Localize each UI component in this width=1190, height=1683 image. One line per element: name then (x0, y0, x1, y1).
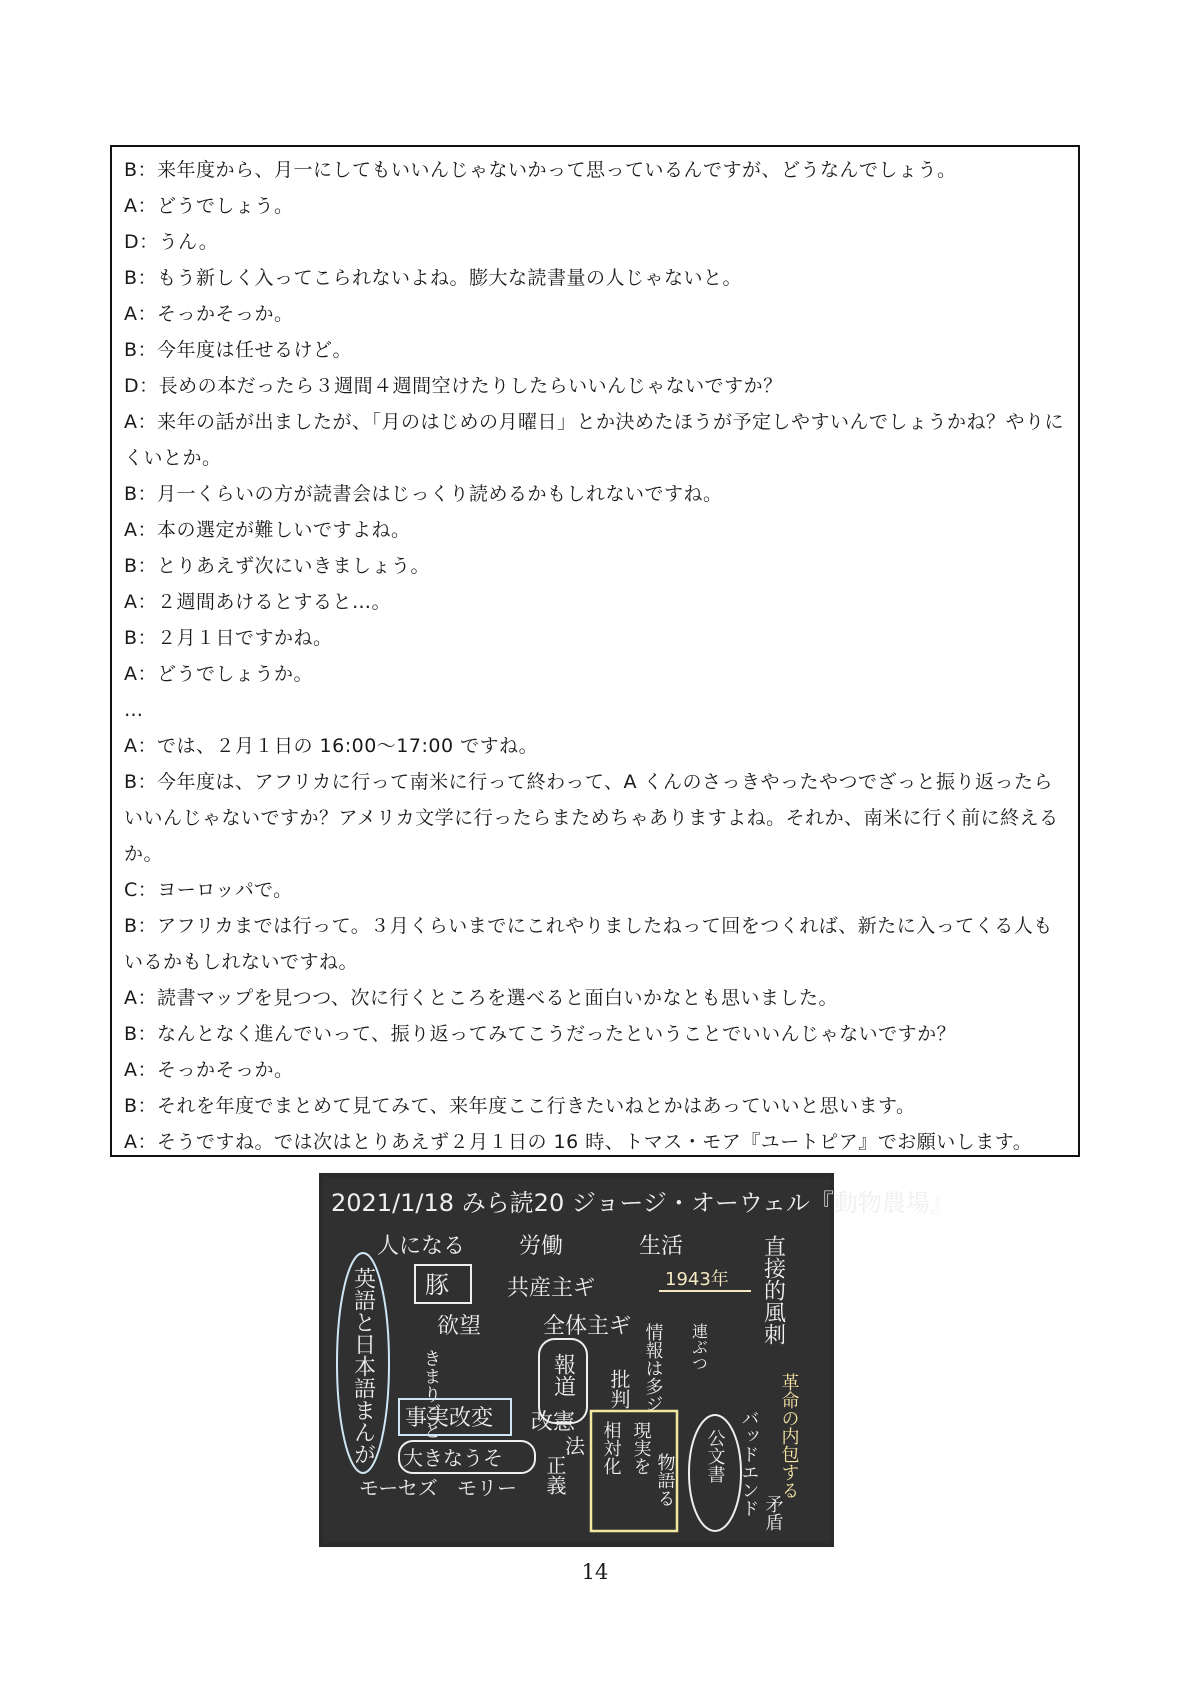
transcript-box (110, 145, 1080, 1157)
board-word: 正義 (543, 1455, 567, 1495)
transcript-line: D：長めの本だったら３週間４週間空けたりしたらいいんじゃないですか？ (124, 375, 783, 397)
board-word: 豚 (425, 1271, 449, 1299)
page-number: 14 (581, 1560, 609, 1584)
board-word: 全体主ギ (543, 1314, 632, 1339)
board-word: 連ぶつ (689, 1323, 709, 1371)
board-word: 生活 (639, 1234, 684, 1259)
board-word: 直接的風刺 (760, 1235, 786, 1345)
board-word: モーセズ (359, 1476, 438, 1500)
board-word: 労働 (519, 1234, 564, 1259)
transcript-line: B：それを年度でまとめて見てみて、来年度ここ行きたいねとかはあっていいと思います。 (124, 1095, 916, 1117)
transcript-line: A：本の選定が難しいですよね。 (124, 519, 411, 541)
transcript-line: A：どうでしょうか。 (124, 663, 313, 685)
blackboard-image (319, 1173, 954, 1547)
transcript-line: A：そっかそっか。 (124, 1059, 294, 1081)
board-word: 人になる (377, 1234, 466, 1259)
transcript-line: B：来年度から、月一にしてもいいんじゃないかって思っているんですが、どうなんでしょう。 (124, 159, 957, 181)
transcript-line: B：もう新しく入ってこられないよね。膨大な読書量の人じゃないと。 (124, 267, 743, 289)
transcript-line: B：とりあえず次にいきましょう。 (124, 555, 431, 577)
board-word: モリー (457, 1476, 517, 1500)
transcript-line: A：２週間あけるとすると…。 (124, 591, 391, 613)
transcript-line: B：月一くらいの方が読書会はじっくり読めるかもしれないですね。 (124, 483, 723, 505)
board-word: きまりごと (420, 1349, 442, 1439)
transcript-line: A：来年の話が出ましたが、「月のはじめの月曜日」とか決めたほうが予定しやすいんでしょうかね？やりにくいとか。 (124, 411, 1065, 469)
transcript-line: B：今年度は、アフリカに行って南米に行って終わって、A くんのさっきやったやつでざっと振り返ったらいいんじゃないですか？アメリカ文学に行ったらまためちゃありますよね。それか、南米に行く前に終えるか。 (124, 771, 1059, 865)
transcript-line: A：そうですね。では次はとりあえず２月１日の 16 時、トマス・モア『ユートピア』でお願いします。 (124, 1131, 1033, 1153)
transcript-line: D：うん。 (124, 231, 219, 253)
board-word: 共産主ギ (507, 1276, 596, 1301)
board-word: 批判 (607, 1369, 631, 1409)
transcript-line: B：アフリカまでは行って。３月くらいまでにこれやりましたねって回をつくれば、新たに入ってくる人もいるかもしれないですね。 (124, 915, 1053, 973)
transcript-line: A：読書マップを見つつ、次に行くところを選べると面白いかなとも思いました。 (124, 987, 838, 1009)
board-word: 情報は多ジ (642, 1323, 664, 1413)
transcript-line: B：なんとなく進んでいって、振り返ってみてこうだったということでいいんじゃないですか？ (124, 1023, 957, 1045)
board-word: 報道 (550, 1353, 576, 1397)
board-word: 英語と日本語まんが (350, 1267, 376, 1465)
board-word: 物語る (654, 1453, 676, 1507)
board-word: 改憲 (531, 1410, 576, 1435)
board-word: 欲望 (437, 1314, 482, 1339)
blackboard-photo (319, 1173, 954, 1547)
transcript-line: A：どうでしょう。 (124, 195, 294, 217)
board-word: 公文書 (704, 1429, 726, 1483)
transcript-line: B：今年度は任せるけど。 (124, 339, 353, 361)
board-title: 2021/1/18 みら読20 ジョージ・オーウェル『動物農場』 (331, 1189, 954, 1217)
transcript-line: A：そっかそっか。 (124, 303, 294, 325)
transcript-line: A：では、２月１日の 16:00〜17:00 ですね。 (124, 735, 539, 757)
transcript-line: C：ヨーロッパで。 (124, 879, 293, 901)
board-word: 革命の内包する (778, 1373, 800, 1499)
board-word: バッドエンド (738, 1409, 760, 1517)
transcript-line: … (124, 699, 144, 721)
board-word: 法 (565, 1434, 585, 1458)
board-word: 1943年 (665, 1269, 729, 1290)
board-word: 事実改変 (405, 1406, 494, 1431)
board-word: 大きなうそ (403, 1446, 503, 1470)
transcript-line: B：２月１日ですかね。 (124, 627, 333, 649)
board-word: 矛盾 (762, 1495, 784, 1531)
board-word: 相対化 (600, 1421, 622, 1475)
board-word: 現実を (630, 1421, 652, 1475)
